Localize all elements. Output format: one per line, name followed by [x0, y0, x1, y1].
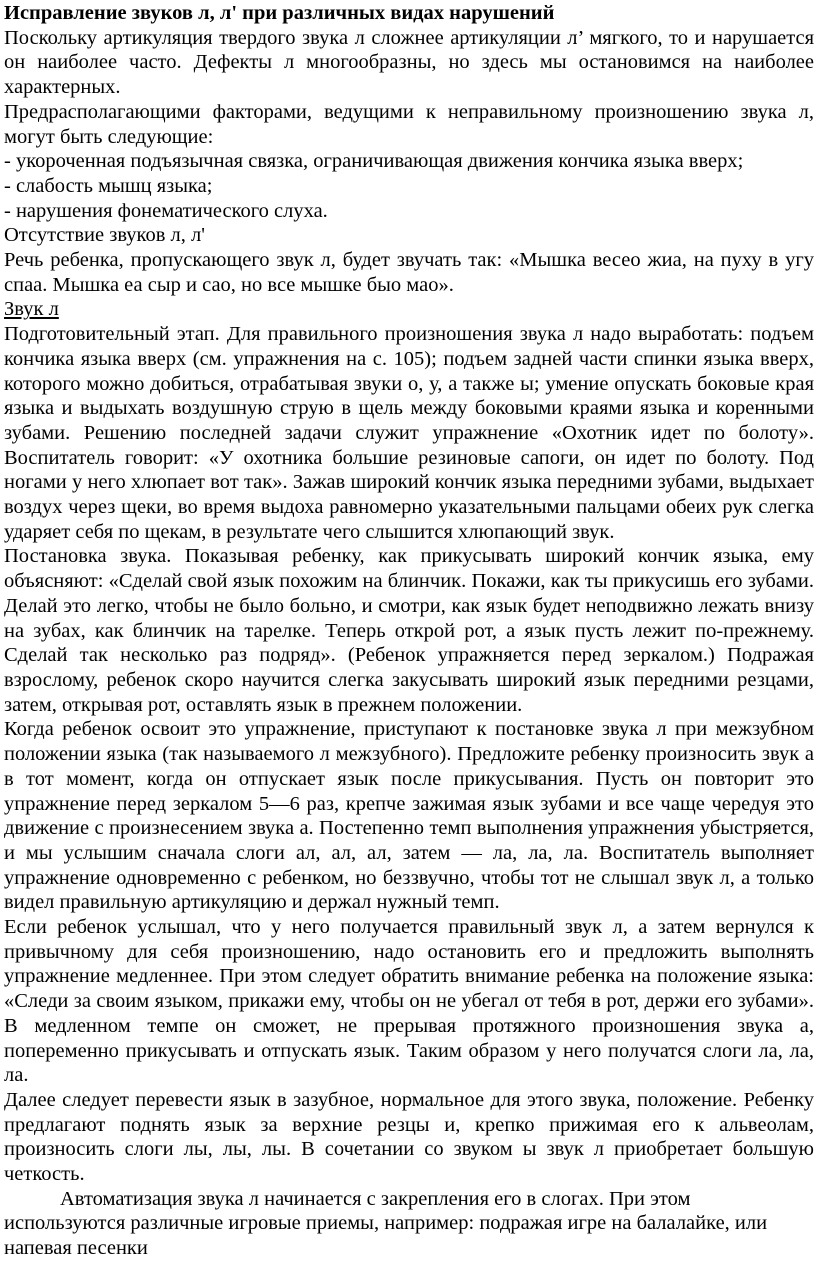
paragraph-factors: Предрасполагающими факторами, ведущими к неправильному произношению звука л, могут быть следующие:: [4, 100, 814, 148]
paragraph-automation: Автоматизация звука л начинается с закрепления его в слогах. При этом используются различные игровые приемы, например: подражая игре на балалайке, или напевая песенки: [4, 1187, 768, 1260]
section-heading-sound-l: Звук л: [4, 298, 59, 321]
paragraph-preparatory-stage: Подготовительный этап. Для правильного произношения звука л надо выработать: подъем кончика языка вверх (см. упражнения на с. 105); подъем задней части спинки языка вверх, которого можно добиться, отрабатывая звуки о, у, а также ы; умение опускать боковые края языка и выдыхать воздушную струю в щель между боковыми краями языка и коренными зубами. Решению последней задачи служит упражнение «Охотник идет по болоту». Воспитатель говорит: «У охотника большие резиновые сапоги, он идет по болоту. Под ногами у него хлюпает вот так». Зажав широкий кончик языка передними зубами, выдыхает воздух через щеки, во время выдоха равномерно указательными пальцами обеих рук слегка ударяет себя по щекам, в результате чего слышится хлюпающий звук.: [4, 323, 814, 543]
paragraph-sound-setting: Постановка звука. Показывая ребенку, как прикусывать широкий кончик языка, ему объясняют: «Сделай свой язык похожим на блинчик. Покажи, как ты прикусишь его зубами. Делай это легко, чтобы не было больно, и смотри, как язык будет неподвижно лежать внизу на зубах, как блинчик на тарелке. Теперь открой рот, а язык пусть лежит по-прежнему. Сделай так несколько раз подряд». (Ребенок упражняется перед зеркалом.) Подражая взрослому, ребенок скоро научится слегка закусывать широкий язык передними резцами, затем, открывая рот, оставлять язык в прежнем положении.: [4, 545, 814, 716]
document-title: Исправление звуков л, л' при различных видах нарушений: [4, 2, 555, 24]
list-item-weakness: - слабость мышц языка;: [4, 174, 213, 197]
list-item-ligament: - укороченная подъязычная связка, ограничивающая движения кончика языка вверх;: [4, 150, 744, 173]
paragraph-alveolar: Далее следует перевести язык в зазубное, нормальное для этого звука, положение. Ребенку предлагают поднять язык за верхние резцы и, крепко прижимая его к альвеолам, произносить слоги лы, лы, лы. В сочетании со звуком ы звук л приобретает большую четкость.: [4, 1088, 814, 1186]
paragraph-speech-example: Речь ребенка, пропускающего звук л, будет звучать так: «Мышка весео жиа, на пуху в угу спаа. Мышка еа сыр и сао, но все мышке быо мао».: [4, 249, 814, 296]
paragraph-interdental: Когда ребенок освоит это упражнение, приступают к постановке звука л при межзубном положении языка (так называемого л межзубного). Предложите ребенку произносить звук а в тот момент, когда он отпускает язык после прикусывания. Пусть он повторит это упражнение перед зеркалом 5—6 раз, крепче зажимая язык зубами и все чаще чередуя это движение с произнесением звука а. Постепенно темп выполнения упражнения убыстряется, и мы услышим сначала слоги ал, ал, ал, затем — ла, ла, ла. Воспитатель выполняет упражнение одновременно с ребенком, но беззвучно, чтобы тот не слышал звук л, а только видел правильную артикуляцию и держал нужный темп.: [4, 718, 814, 914]
section-heading-absence: Отсутствие звуков л, л': [4, 224, 205, 247]
paragraph-correction: Если ребенок услышал, что у него получается правильный звук л, а затем вернулся к привычному для себя произношению, надо остановить его и предложить выполнять упражнение медленнее. При этом следует обратить внимание ребенка на положение языка: «Следи за своим языком, прикажи ему, чтобы он не убегал от тебя в рот, держи его зубами». В медленном темпе он сможет, не прерывая протяжного произношения звука а, попеременно прикусывать и отпускать язык. Таким образом у него получатся слоги ла, ла, ла.: [4, 916, 814, 1087]
paragraph-intro: Поскольку артикуляция твердого звука л сложнее артикуляции л’ мягкого, то и нарушается он наиболее часто. Дефекты л многообразны, но здесь мы остановимся на наиболее характерных.: [4, 26, 814, 99]
list-item-hearing: - нарушения фонематического слуха.: [4, 199, 328, 222]
